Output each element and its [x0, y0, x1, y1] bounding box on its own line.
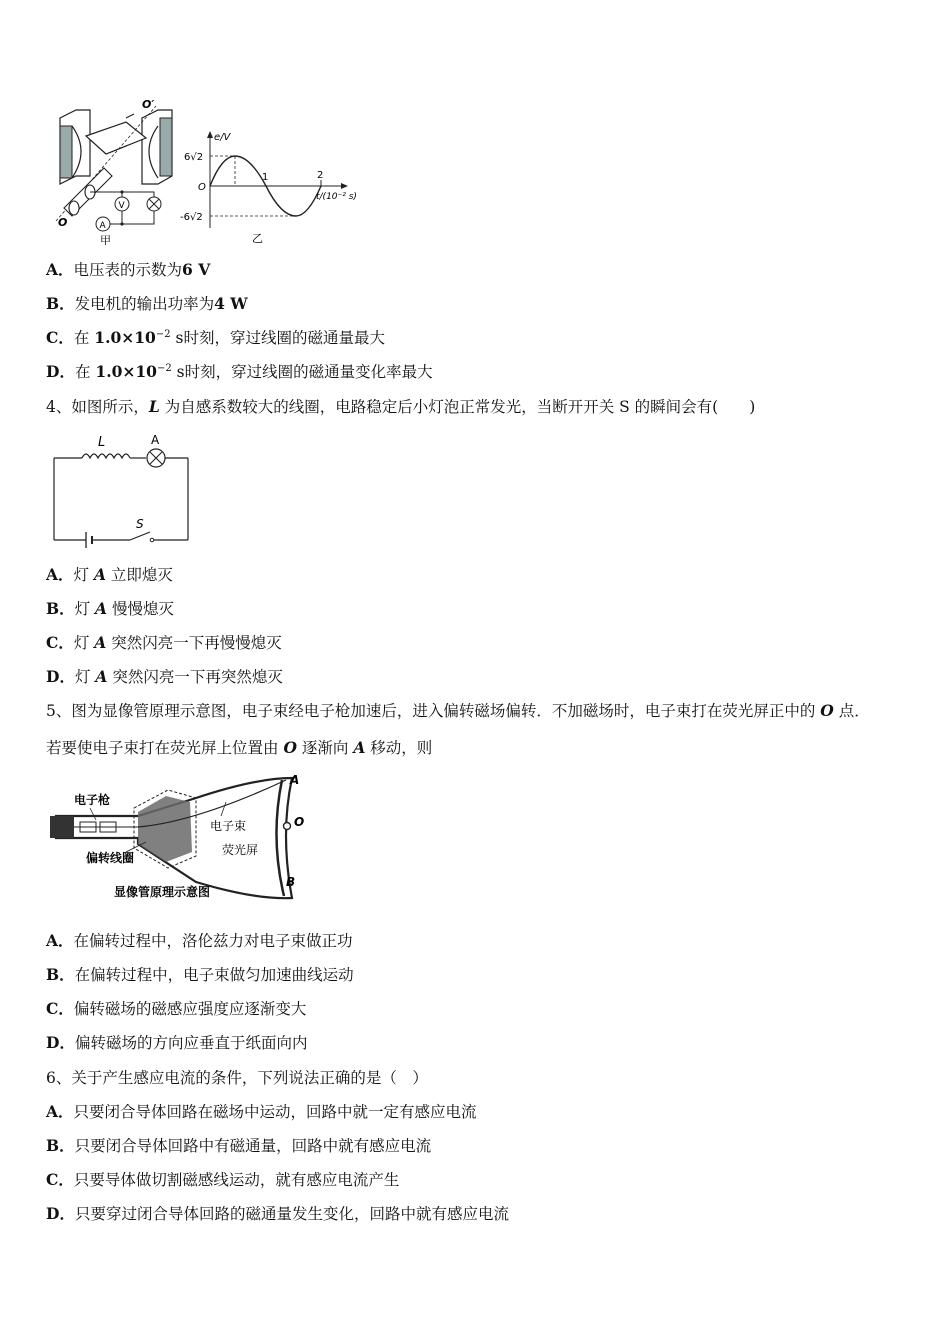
graph-xlabel: t/(10⁻² s)	[316, 192, 357, 202]
stem-text: 6、关于产生感应电流的条件，下列说法正确的是（ ）	[46, 1069, 428, 1087]
q4-stem	[46, 396, 755, 418]
option-text: 立即熄灭	[106, 566, 173, 584]
option-letter: D．	[46, 362, 75, 381]
option-text: 只要穿过闭合导体回路的磁通量发生变化，回路中就有感应电流	[74, 1205, 509, 1223]
stem-text: 若要使电子束打在荧光屏上位置由	[46, 739, 284, 757]
inductor-coil	[82, 454, 130, 458]
graph-ymin-label: -6√2	[180, 212, 203, 223]
q6-option-c	[46, 1169, 399, 1191]
stem-text: 逐渐向	[296, 739, 354, 757]
generator-diagram	[46, 96, 176, 246]
option-letter: A．	[46, 565, 74, 584]
graph-ymax-label: 6√2	[184, 152, 204, 163]
inductor-circuit	[46, 430, 196, 550]
option-letter: C．	[46, 1170, 74, 1189]
graph-ylabel: e/V	[214, 132, 231, 143]
option-value: 4 W	[214, 294, 248, 313]
option-text: 慢慢熄灭	[107, 600, 175, 618]
option-value: 1.0×10	[94, 328, 156, 347]
option-letter: A．	[46, 1102, 74, 1121]
option-variable: A	[95, 599, 108, 618]
option-letter: C．	[46, 999, 74, 1018]
option-variable: A	[95, 667, 108, 686]
stem-text: 5、图为显像管原理示意图，电子束经电子枪加速后，进入偏转磁场偏转．不加磁场时，电子束打在荧光屏正中的	[46, 702, 821, 720]
label-screen: 荧光屏	[222, 843, 259, 857]
axis-label-o-prime: O′	[142, 98, 155, 111]
q5-option-c	[46, 998, 306, 1020]
option-letter: B．	[46, 965, 75, 984]
option-letter: B．	[46, 599, 75, 618]
q5-option-b	[46, 964, 354, 986]
option-text: 突然闪亮一下再慢慢熄灭	[106, 634, 282, 652]
graph-tick-1: 1	[262, 172, 269, 183]
stem-variable: A	[353, 738, 366, 757]
figure-caption: 显像管原理示意图	[114, 885, 211, 899]
option-variable: A	[94, 633, 107, 652]
option-text: 偏转磁场的磁感应强度应逐渐变大	[73, 1000, 307, 1018]
inductor-circuit-figure	[46, 430, 196, 550]
screen-curve	[276, 780, 284, 896]
q4-option-b	[46, 598, 174, 620]
option-text: 灯	[74, 600, 96, 618]
option-letter: A．	[46, 931, 74, 950]
option-text: 灯	[73, 566, 94, 584]
option-text: 偏转磁场的方向应垂直于纸面向内	[74, 1034, 308, 1052]
option-text: 只要导体做切割磁感线运动，就有感应电流产生	[73, 1171, 400, 1189]
option-value: 1.0×10	[95, 362, 157, 381]
emf-graph-figure	[180, 128, 360, 246]
option-text: 灯	[73, 634, 95, 652]
q3-option-b	[46, 293, 248, 315]
option-letter: A．	[46, 260, 74, 279]
option-letter: B．	[46, 1136, 75, 1155]
option-letter: C．	[46, 328, 74, 347]
point-o-marker	[284, 823, 291, 830]
option-value: 6 V	[182, 260, 211, 279]
option-variable: A	[93, 565, 106, 584]
label-beam: 电子束	[210, 819, 247, 833]
q6-option-a	[46, 1101, 477, 1123]
switch-icon	[130, 532, 150, 540]
stem-text: 点．	[833, 702, 870, 720]
stem-text: 为自感系数较大的线圈，电路稳定后小灯泡正常发光，当断开开关 S 的瞬间会有( )	[159, 398, 756, 416]
stem-text: 移动，则	[365, 739, 433, 757]
q3-option-c	[46, 327, 385, 349]
crt-figure	[46, 772, 316, 904]
option-letter: D．	[46, 667, 75, 686]
stem-text: 4、如图所示，	[46, 398, 149, 416]
generator-figure	[46, 96, 176, 246]
option-letter: D．	[46, 1033, 75, 1052]
q5-stem-line-2	[46, 737, 432, 759]
option-text: 只要闭合导体回路在磁场中运动，回路中就一定有感应电流	[73, 1103, 477, 1121]
option-text: s时刻，穿过线圈的磁通量变化率最大	[171, 363, 433, 381]
label-point-b: B	[286, 875, 296, 889]
label-l: L	[98, 435, 106, 450]
deflection-coil	[138, 796, 192, 862]
option-text: s时刻，穿过线圈的磁通量最大	[170, 329, 385, 347]
label-point-a: A	[290, 773, 300, 787]
label-gun: 电子枪	[74, 793, 111, 807]
q4-option-a	[46, 564, 173, 586]
option-text: 在	[73, 329, 90, 347]
gun-body	[50, 816, 74, 838]
option-letter: C．	[46, 633, 74, 652]
emf-sine-graph	[180, 128, 360, 246]
option-exponent: −2	[156, 363, 172, 374]
q6-option-d	[46, 1203, 509, 1225]
option-text: 在偏转过程中，电子束做匀加速曲线运动	[74, 966, 354, 984]
q4-option-c	[46, 632, 282, 654]
figure-label-yi: 乙	[252, 232, 263, 245]
option-text: 灯	[74, 668, 96, 686]
q5-option-a	[46, 930, 353, 952]
q3-option-d	[46, 361, 433, 383]
q5-option-d	[46, 1032, 307, 1054]
option-text: 只要闭合导体回路中有磁通量，回路中就有感应电流	[74, 1137, 432, 1155]
label-s: S	[136, 517, 144, 531]
label-a: A	[151, 433, 160, 447]
option-text: 突然闪亮一下再突然熄灭	[107, 668, 283, 686]
option-exponent: −2	[155, 329, 171, 340]
graph-tick-2: 2	[317, 170, 324, 181]
label-point-o: O	[294, 815, 305, 829]
option-letter: D．	[46, 1204, 75, 1223]
stem-variable: L	[148, 397, 160, 416]
figure-label-jia: 甲	[100, 234, 111, 246]
q4-option-d	[46, 666, 283, 688]
q3-option-a	[46, 259, 210, 281]
q6-option-b	[46, 1135, 431, 1157]
option-text: 在	[74, 363, 91, 381]
option-text: 发电机的输出功率为	[74, 295, 215, 313]
label-coil: 偏转线圈	[86, 851, 135, 865]
voltmeter-label: V	[118, 201, 125, 211]
graph-origin-label: O	[198, 182, 206, 193]
axis-label-o: O	[58, 216, 68, 229]
option-letter: B．	[46, 294, 75, 313]
q6-stem	[46, 1067, 428, 1089]
stem-variable: O	[820, 701, 834, 720]
option-text: 电压表的示数为	[73, 261, 183, 279]
stem-variable: O	[283, 738, 297, 757]
option-text: 在偏转过程中，洛伦兹力对电子束做正功	[73, 932, 353, 950]
ammeter-label: A	[99, 221, 106, 231]
crt-diagram	[46, 772, 316, 904]
q5-stem-line-1	[46, 700, 870, 722]
